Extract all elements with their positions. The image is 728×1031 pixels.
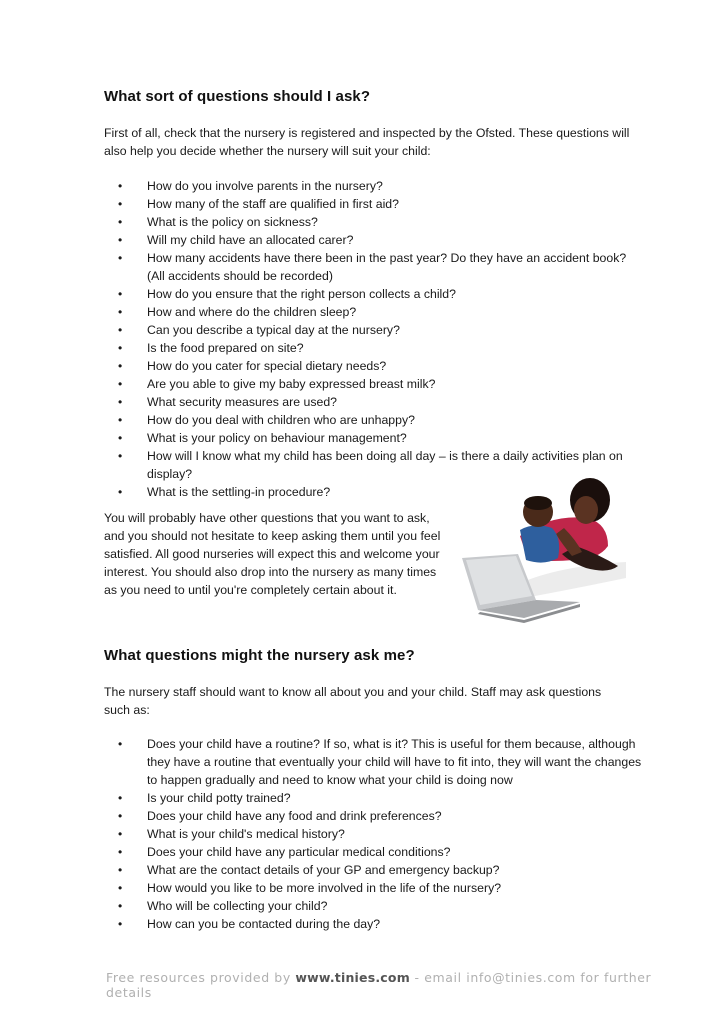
footer-suffix: - email info@tinies.com for further details — [106, 970, 652, 1000]
bullet-icon: • — [118, 899, 123, 913]
list-item: • How many accidents have there been in the past year? Do they have an accident book? (All accidents should be recorded) — [118, 251, 627, 283]
list-item: • Who will be collecting your child? — [118, 899, 328, 913]
list-item: • How many of the staff are qualified in first aid? — [118, 197, 399, 211]
list-item: • What are the contact details of your GP and emergency backup? — [118, 863, 500, 877]
bullet-icon: • — [118, 449, 123, 463]
bullet-icon: • — [118, 845, 123, 859]
footer-site-link[interactable]: www.tinies.com — [295, 970, 410, 985]
list-item: • Does your child have any particular medical conditions? — [118, 845, 451, 859]
bullet-icon: • — [118, 215, 123, 229]
bullet-icon: • — [118, 359, 123, 373]
list-item: • How do you involve parents in the nursery? — [118, 179, 383, 193]
bullet-icon: • — [118, 287, 123, 301]
bullet-icon: • — [118, 431, 123, 445]
list-item: • How will I know what my child has been doing all day – is there a daily activities plan on display? — [118, 449, 623, 481]
mother-child-laptop-photo — [458, 474, 628, 624]
bullet-icon: • — [118, 323, 123, 337]
bullet-icon: • — [118, 233, 123, 247]
list-item: • Is your child potty trained? — [118, 791, 291, 805]
list-item: • Will my child have an allocated carer? — [118, 233, 354, 247]
section-intro-paragraph: The nursery staff should want to know all about you and your child. Staff may ask questions such as: — [104, 685, 602, 717]
page-footer — [106, 970, 666, 1000]
list-item: • How do you cater for special dietary needs? — [118, 359, 387, 373]
bullet-icon: • — [118, 341, 123, 355]
bullet-icon: • — [118, 881, 123, 895]
bullet-icon: • — [118, 413, 123, 427]
list-item: • Are you able to give my baby expressed breast milk? — [118, 377, 436, 391]
bullet-icon: • — [118, 827, 123, 841]
list-item: • Can you describe a typical day at the nursery? — [118, 323, 400, 337]
list-item: • Does your child have any food and drink preferences? — [118, 809, 442, 823]
bullet-icon: • — [118, 737, 123, 751]
section-heading-nursery-asks: What questions might the nursery ask me? — [104, 647, 415, 664]
bullet-icon: • — [118, 863, 123, 877]
questions-to-ask-list — [104, 177, 644, 501]
bullet-icon: • — [118, 809, 123, 823]
bullet-icon: • — [118, 179, 123, 193]
bullet-icon: • — [118, 485, 123, 499]
section-heading-questions-to-ask: What sort of questions should I ask? — [104, 88, 371, 105]
bullet-icon: • — [118, 395, 123, 409]
nursery-questions-list — [104, 735, 644, 933]
list-item: • How can you be contacted during the day? — [118, 917, 381, 931]
list-item: • How would you like to be more involved in the life of the nursery? — [118, 881, 502, 895]
list-item: • What is the policy on sickness? — [118, 215, 318, 229]
list-item: • What is your policy on behaviour management? — [118, 431, 407, 445]
list-item: • How do you ensure that the right person collects a child? — [118, 287, 456, 301]
list-item: • Is the food prepared on site? — [118, 341, 304, 355]
bullet-icon: • — [118, 377, 123, 391]
list-item: • How do you deal with children who are unhappy? — [118, 413, 415, 427]
list-item: • How and where do the children sleep? — [118, 305, 357, 319]
bullet-icon: • — [118, 305, 123, 319]
closing-paragraph: You will probably have other questions that you want to ask, and you should not hesitate to keep asking them until you feel satisfied. All good nurseries will expect this and welcome your interest. You should also drop into the nursery as many times as you need to until you're completely certain about it. — [104, 511, 441, 597]
section-intro-paragraph: First of all, check that the nursery is registered and inspected by the Ofsted. These questions will also help you decide whether the nursery will suit your child: — [104, 126, 630, 158]
list-item: • Does your child have a routine? If so, what is it? This is useful for them because, although they have a routine that eventually your child will have to fit into, they will want the changes to happen gradually and need to know what your child is doing now — [118, 737, 642, 787]
list-item: • What is your child's medical history? — [118, 827, 345, 841]
list-item: • What security measures are used? — [118, 395, 338, 409]
bullet-icon: • — [118, 791, 123, 805]
bullet-icon: • — [118, 197, 123, 211]
list-item: • What is the settling-in procedure? — [118, 485, 331, 499]
bullet-icon: • — [118, 917, 123, 931]
footer-prefix: Free resources provided by — [106, 970, 296, 985]
bullet-icon: • — [118, 251, 123, 265]
